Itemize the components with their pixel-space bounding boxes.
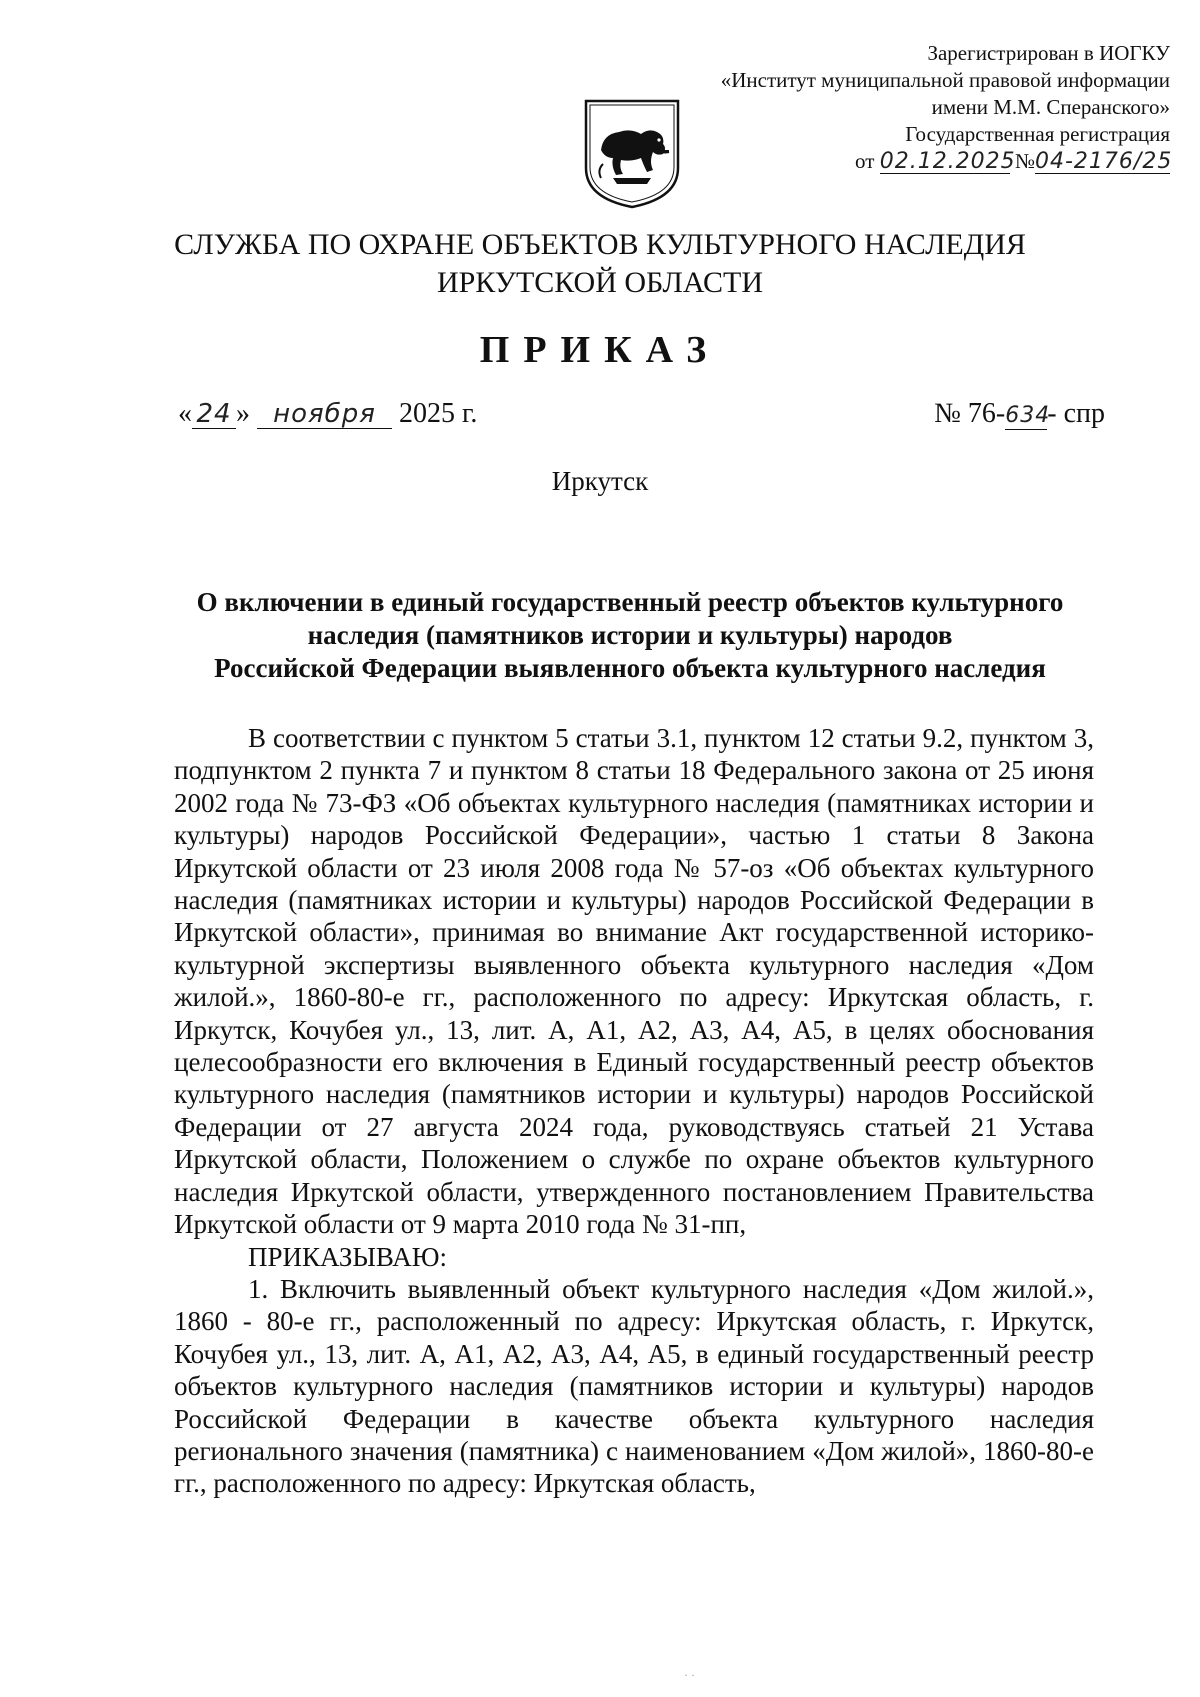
subject-line-3: Российской Федерации выявленного объекта культурного наследия — [214, 653, 1046, 683]
registration-line-2: «Институт муниципальной правовой информации — [720, 68, 1170, 92]
subject-line-2: наследия (памятников истории и культуры) народов — [307, 620, 953, 650]
subject-line-1: О включении в единый государственный реестр объектов культурного — [196, 587, 1064, 617]
registration-line-4: Государственная регистрация — [905, 122, 1170, 146]
registration-date: 02.12.2025 — [879, 149, 1016, 174]
preamble-paragraph: В соответствии с пунктом 5 статьи 3.1, пунктом 12 статьи 9.2, пунктом 3, подпунктом 2 пункта 7 и пунктом 8 статьи 18 Федерального закона от 25 июня 2002 года № 73-ФЗ «Об объектах культурного наследия (памятниках истории и культуры) народов Российской Федерации», частью 1 статьи 8 Закона Иркутской области от 23 июля 2008 года № 57-оз «Об объектах культурного наследия (памятниках истории и культуры) народов Российской Федерации в Иркутской области», принимая во внимание Акт государственной историко-культурной экспертизы выявленного объекта культурного наследия «Дом жилой.», 1860-80-е гг., расположенного по адресу: Иркутская область, г. Иркутск, Кочубея ул., 13, лит. А, А1, А2, А3, А4, А5, в целях обоснования целесообразности его включения в Единый государственный реестр объектов культурного наследия (памятников истории и культуры) народов Российской Федерации от 27 августа 2024 года, руководствуясь статьей 21 Устава Иркутской области, Положением о службе по охране объектов культурного наследия Иркутской области, утвержденного постановлением Правительства Иркутской области от 9 марта 2010 года № 31-пп, — [174, 723, 1094, 1240]
order-body — [174, 722, 1094, 1500]
order-number — [934, 398, 1105, 430]
agency-name — [0, 226, 1200, 302]
registration-from-label: от — [855, 149, 875, 173]
order-number-prefix: № 76- — [934, 398, 1006, 429]
order-date — [178, 398, 477, 430]
scan-dots: · · — [684, 1668, 695, 1682]
order-subject — [180, 586, 1080, 685]
date-close-quote: » — [236, 398, 250, 429]
order-number-suffix: - спр — [1047, 398, 1105, 429]
registration-number-label: № — [1014, 149, 1035, 173]
order-item-1: 1. Включить выявленный объект культурного наследия «Дом жилой.», 1860 - 80-е гг., расположенный по адресу: Иркутская область, г. Иркутск, Кочубея ул., 13, лит. А, А1, А2, А3, А4, А5, в единый государственный реестр объектов культурного наследия (памятников истории и культуры) народов Российской Федерации в качестве объекта культурного наследия регионального значения (памятника) с наименованием «Дом жилой», 1860-80-е гг., расположенного по адресу: Иркутская область, — [174, 1273, 1094, 1499]
agency-line-1: СЛУЖБА ПО ОХРАНЕ ОБЪЕКТОВ КУЛЬТУРНОГО НАСЛЕДИЯ — [174, 228, 1026, 261]
registration-line-1: Зарегистрирован в ИОГКУ — [927, 41, 1170, 65]
order-word: ПРИКАЗЫВАЮ: — [248, 1241, 447, 1272]
date-open-quote: « — [178, 398, 192, 429]
date-day: 24 — [192, 400, 236, 429]
document-title: ПРИКАЗ — [479, 329, 721, 371]
city: Иркутск — [551, 466, 649, 496]
registration-line-3: имени М.М. Сперанского» — [931, 95, 1170, 119]
date-month: ноября — [257, 400, 392, 429]
date-year: 2025 г. — [399, 398, 478, 429]
irkutsk-coat-of-arms-icon — [583, 98, 681, 210]
registration-number: 04-2176/25 — [1035, 149, 1173, 174]
order-number-handwritten: 634 — [1005, 403, 1051, 428]
agency-line-2: ИРКУТСКОЙ ОБЛАСТИ — [436, 266, 764, 299]
